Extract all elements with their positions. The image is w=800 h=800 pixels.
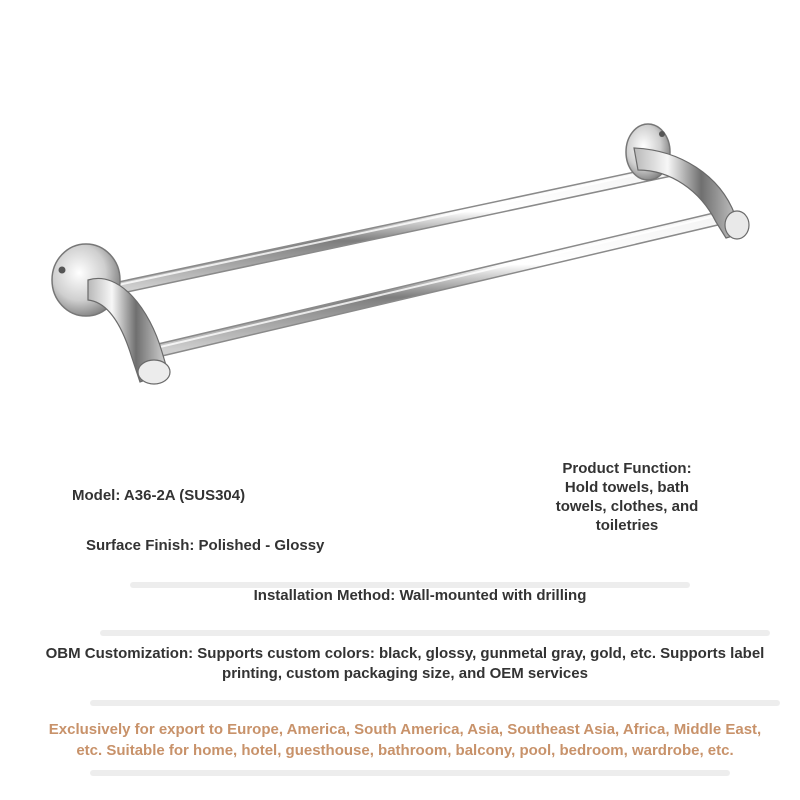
- background-text-trace: [90, 700, 780, 706]
- surface-finish-label: Surface Finish: Polished - Glossy: [86, 537, 325, 554]
- product-function: [530, 459, 724, 535]
- obm-customization-text: OBM Customization: Supports custom colors: black, glossy, gunmetal gray, gold, etc. Supports label printing, custom packaging size, and OEM services: [45, 645, 765, 682]
- background-text-trace: [100, 630, 770, 636]
- background-text-trace: [90, 770, 730, 776]
- front-rod: [160, 215, 720, 350]
- back-rod: [118, 167, 672, 288]
- installation-method-label: Installation Method: Wall-mounted with drilling: [253, 587, 587, 604]
- left-arm: [88, 278, 170, 384]
- product-function-line: towels, clothes, and: [555, 498, 699, 515]
- export-info-text: Exclusively for export to Europe, America, South America, Asia, Southeast Asia, Africa, Middle East, etc. Suitable for home, hotel, guesthouse, bathroom, balcony, pool, bedroom, wardrobe, etc.: [48, 721, 762, 759]
- product-function-line: Hold towels, bath: [564, 479, 690, 496]
- model-label: Model: A36-2A (SUS304): [72, 487, 246, 504]
- product-function-line: toiletries: [595, 517, 659, 534]
- product-function-heading: Product Function:: [562, 460, 692, 477]
